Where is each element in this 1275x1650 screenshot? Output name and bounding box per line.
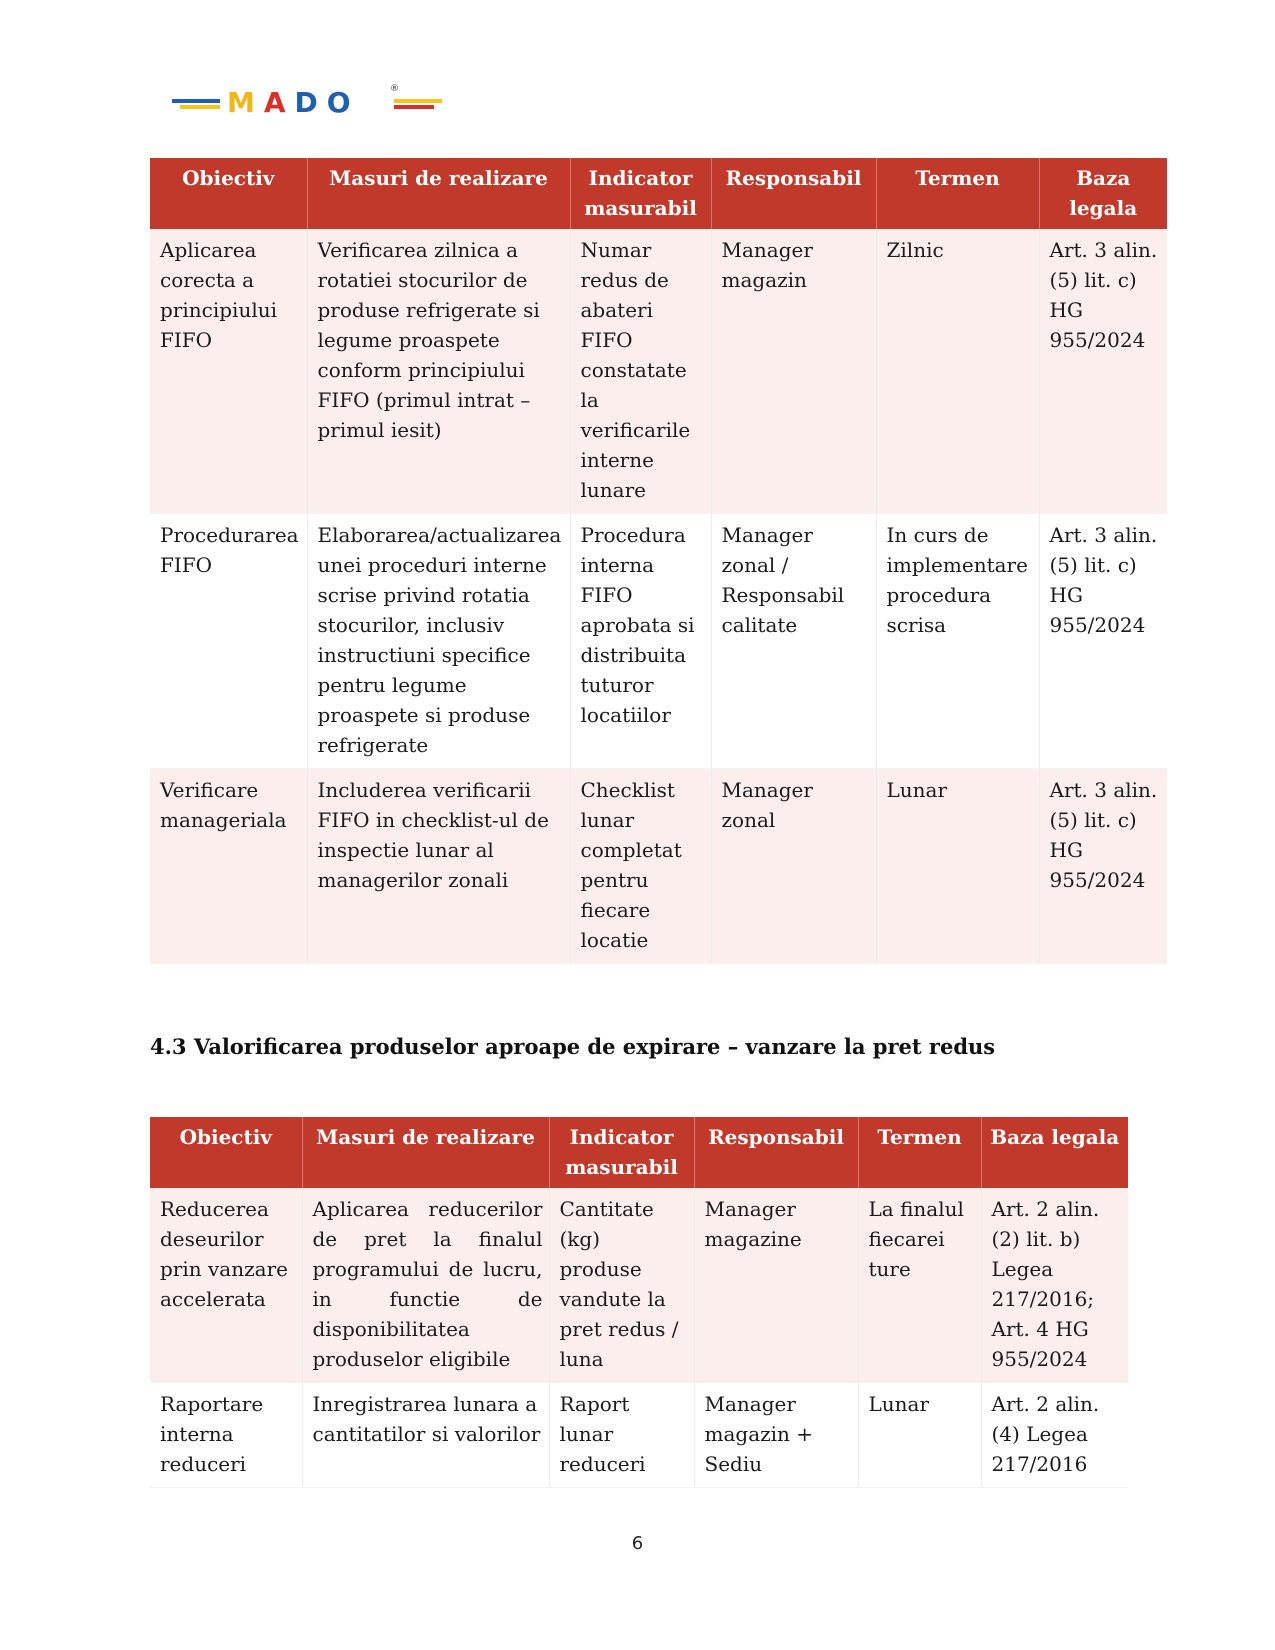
- column-header-responsabil: Responsabil: [711, 158, 876, 229]
- cell-obiectiv: Raportare interna reduceri: [150, 1383, 302, 1488]
- cell-baza-legala: Art. 3 alin. (5) lit. c) HG 955/2024: [1039, 229, 1167, 514]
- page-number: 6: [631, 1533, 644, 1554]
- column-header-obiectiv: Obiectiv: [150, 1117, 302, 1188]
- cell-responsabil: Manager magazine: [694, 1188, 858, 1383]
- column-header-indicator: Indicator masurabil: [570, 158, 711, 229]
- column-header-termen: Termen: [876, 158, 1039, 229]
- cell-indicator: Procedura interna FIFO aprobata si distribuita tuturor locatiilor: [570, 514, 711, 769]
- table-header-row: [150, 158, 1167, 229]
- cell-obiectiv: Reducerea deseurilor prin vanzare accelerata: [150, 1188, 302, 1383]
- section-heading: 4.3 Valorificarea produselor aproape de expirare – vanzare la pret redus: [150, 1034, 996, 1059]
- table-row: [150, 229, 1167, 514]
- cell-baza-legala: Art. 2 alin. (2) lit. b) Legea 217/2016; Art. 4 HG 955/2024: [981, 1188, 1128, 1383]
- cell-responsabil: Manager zonal: [711, 769, 876, 964]
- cell-indicator: Cantitate (kg) produse vandute la pret redus / luna: [549, 1188, 694, 1383]
- cell-masuri: Includerea verificarii FIFO in checklist-ul de inspectie lunar al managerilor zonali: [307, 769, 570, 964]
- registered-mark: ®: [390, 84, 399, 94]
- table-row: [150, 1383, 1128, 1488]
- table-header-row: [150, 1117, 1128, 1188]
- column-header-obiectiv: Obiectiv: [150, 158, 307, 229]
- cell-obiectiv: Aplicarea corecta a principiului FIFO: [150, 229, 307, 514]
- cell-masuri: Aplicarea reducerilor de pret la finalul programului de lucru, in functie de disponibilitatea produselor eligibile: [302, 1188, 549, 1383]
- column-header-responsabil: Responsabil: [694, 1117, 858, 1188]
- cell-termen: Zilnic: [876, 229, 1039, 514]
- table-row: [150, 769, 1167, 964]
- cell-indicator: Raport lunar reduceri: [549, 1383, 694, 1488]
- logo-stripes-right-icon: [394, 99, 442, 113]
- cell-baza-legala: Art. 3 alin. (5) lit. c) HG 955/2024: [1039, 769, 1167, 964]
- logo-wordmark: MADO: [227, 86, 360, 119]
- cell-baza-legala: Art. 3 alin. (5) lit. c) HG 955/2024: [1039, 514, 1167, 769]
- cell-indicator: Checklist lunar completat pentru fiecare locatie: [570, 769, 711, 964]
- column-header-termen: Termen: [858, 1117, 981, 1188]
- cell-termen: La finalul fiecarei ture: [858, 1188, 981, 1383]
- logo-stripes-left-icon: [172, 99, 220, 113]
- column-header-baza-legala: Baza legala: [1039, 158, 1167, 229]
- cell-obiectiv: Procedurarea FIFO: [150, 514, 307, 769]
- discount-action-table: [150, 1117, 1128, 1488]
- cell-termen: Lunar: [876, 769, 1039, 964]
- cell-masuri: Elaborarea/actualizarea unei proceduri interne scrise privind rotatia stocurilor, inclusiv instructiuni specifice pentru legume proaspete si produse refrigerate: [307, 514, 570, 769]
- mado-logo: [172, 84, 442, 120]
- fifo-action-table: [150, 158, 1167, 964]
- cell-indicator: Numar redus de abateri FIFO constatate la verificarile interne lunare: [570, 229, 711, 514]
- column-header-baza-legala: Baza legala: [981, 1117, 1128, 1188]
- cell-termen: In curs de implementare procedura scrisa: [876, 514, 1039, 769]
- column-header-masuri: Masuri de realizare: [307, 158, 570, 229]
- cell-baza-legala: Art. 2 alin. (4) Legea 217/2016: [981, 1383, 1128, 1488]
- cell-responsabil: Manager zonal / Responsabil calitate: [711, 514, 876, 769]
- cell-responsabil: Manager magazin: [711, 229, 876, 514]
- cell-masuri: Inregistrarea lunara a cantitatilor si valorilor: [302, 1383, 549, 1488]
- table-row: [150, 514, 1167, 769]
- column-header-indicator: Indicator masurabil: [549, 1117, 694, 1188]
- cell-responsabil: Manager magazin + Sediu: [694, 1383, 858, 1488]
- cell-masuri: Verificarea zilnica a rotatiei stocurilor de produse refrigerate si legume proaspete conform principiului FIFO (primul intrat – primul iesit): [307, 229, 570, 514]
- column-header-masuri: Masuri de realizare: [302, 1117, 549, 1188]
- cell-termen: Lunar: [858, 1383, 981, 1488]
- table-row: [150, 1188, 1128, 1383]
- cell-obiectiv: Verificare manageriala: [150, 769, 307, 964]
